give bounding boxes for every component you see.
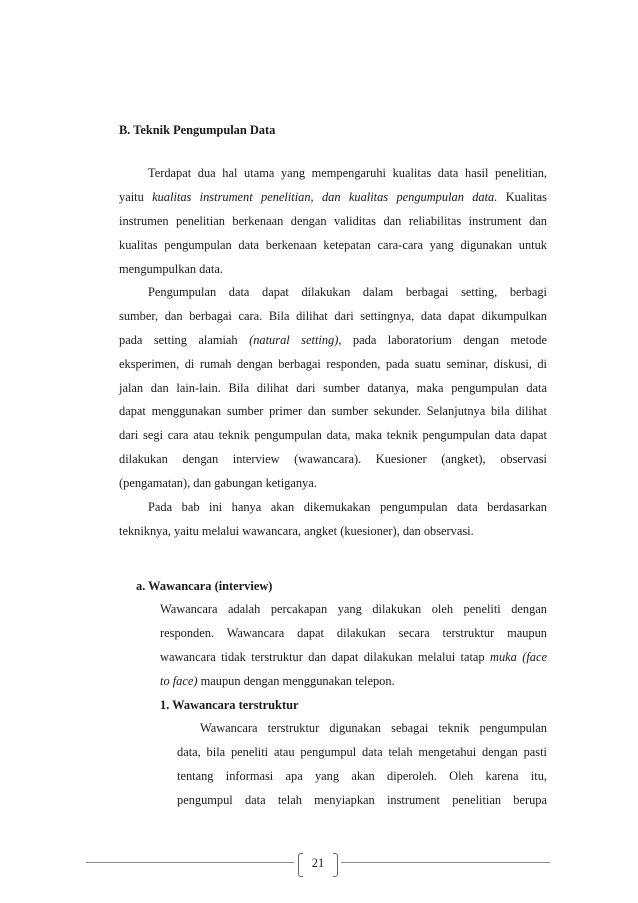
paragraph-line: yaitu kualitas instrument penelitian, dan kualitas pengumpulan data. Kualitas xyxy=(119,190,547,204)
paragraph-line: instrumen penelitian berkenaan dengan validitas dan reliabilitas instrument dan xyxy=(119,214,547,228)
page-number-bracket-left xyxy=(298,853,303,877)
paragraph-line: mengumpulkan data. xyxy=(119,262,223,276)
paragraph-line: jalan dan lain-lain. Bila dilihat dari sumber datanya, maka pengumpulan data xyxy=(119,381,547,395)
paragraph-line: sumber, dan berbagai cara. Bila dilihat dari settingnya, data dapat dikumpulkan xyxy=(119,309,547,323)
section-heading: B. Teknik Pengumpulan Data xyxy=(119,123,276,137)
paragraph-line: Pada bab ini hanya akan dikemukakan pengumpulan data berdasarkan xyxy=(148,500,547,514)
paragraph-line: dapat menggunakan sumber primer dan sumber sekunder. Selanjutnya bila dilihat xyxy=(119,404,547,418)
item-line: tentang informasi apa yang akan diperoleh. Oleh karena itu, xyxy=(177,769,547,783)
subsection-line: wawancara tidak terstruktur dan dapat dilakukan melalui tatap muka (face xyxy=(160,650,547,664)
subsection-line: Wawancara adalah percakapan yang dilakukan oleh peneliti dengan xyxy=(160,602,547,616)
paragraph-line: dari segi cara atau teknik pengumpulan data, maka teknik pengumpulan data dapat xyxy=(119,428,547,442)
item-line: data, bila peneliti atau pengumpul data telah mengetahui dengan pasti xyxy=(177,745,547,759)
page-number-bracket-right xyxy=(333,853,338,877)
item-line: pengumpul data telah menyiapkan instrument penelitian berupa xyxy=(177,793,547,807)
footer-rule-right xyxy=(341,862,550,863)
paragraph-line: kualitas pengumpulan data berkenaan ketepatan cara-cara yang digunakan untuk xyxy=(119,238,547,252)
page-number: 21 xyxy=(311,856,325,870)
paragraph-line: Pengumpulan data dapat dilakukan dalam berbagai setting, berbagi xyxy=(148,285,547,299)
subsection-heading: a. Wawancara (interview) xyxy=(136,579,273,593)
subsection-line: responden. Wawancara dapat dilakukan secara terstruktur maupun xyxy=(160,626,547,640)
paragraph-line: pada setting alamiah (natural setting), pada laboratorium dengan metode xyxy=(119,333,547,347)
paragraph-line: dilakukan dengan interview (wawancara). Kuesioner (angket), observasi xyxy=(119,452,547,466)
paragraph-line: Terdapat dua hal utama yang mempengaruhi kualitas data hasil penelitian, xyxy=(148,166,547,180)
paragraph-line: eksperimen, di rumah dengan berbagai responden, pada suatu seminar, diskusi, di xyxy=(119,357,547,371)
footer-rule-left xyxy=(86,862,294,863)
item-heading: 1. Wawancara terstruktur xyxy=(160,698,299,712)
paragraph-line: (pengamatan), dan gabungan ketiganya. xyxy=(119,476,317,490)
subsection-line: to face) maupun dengan menggunakan telepon. xyxy=(160,674,395,688)
item-line: Wawancara terstruktur digunakan sebagai teknik pengumpulan xyxy=(200,721,547,735)
paragraph-line: tekniknya, yaitu melalui wawancara, angket (kuesioner), dan observasi. xyxy=(119,524,474,538)
